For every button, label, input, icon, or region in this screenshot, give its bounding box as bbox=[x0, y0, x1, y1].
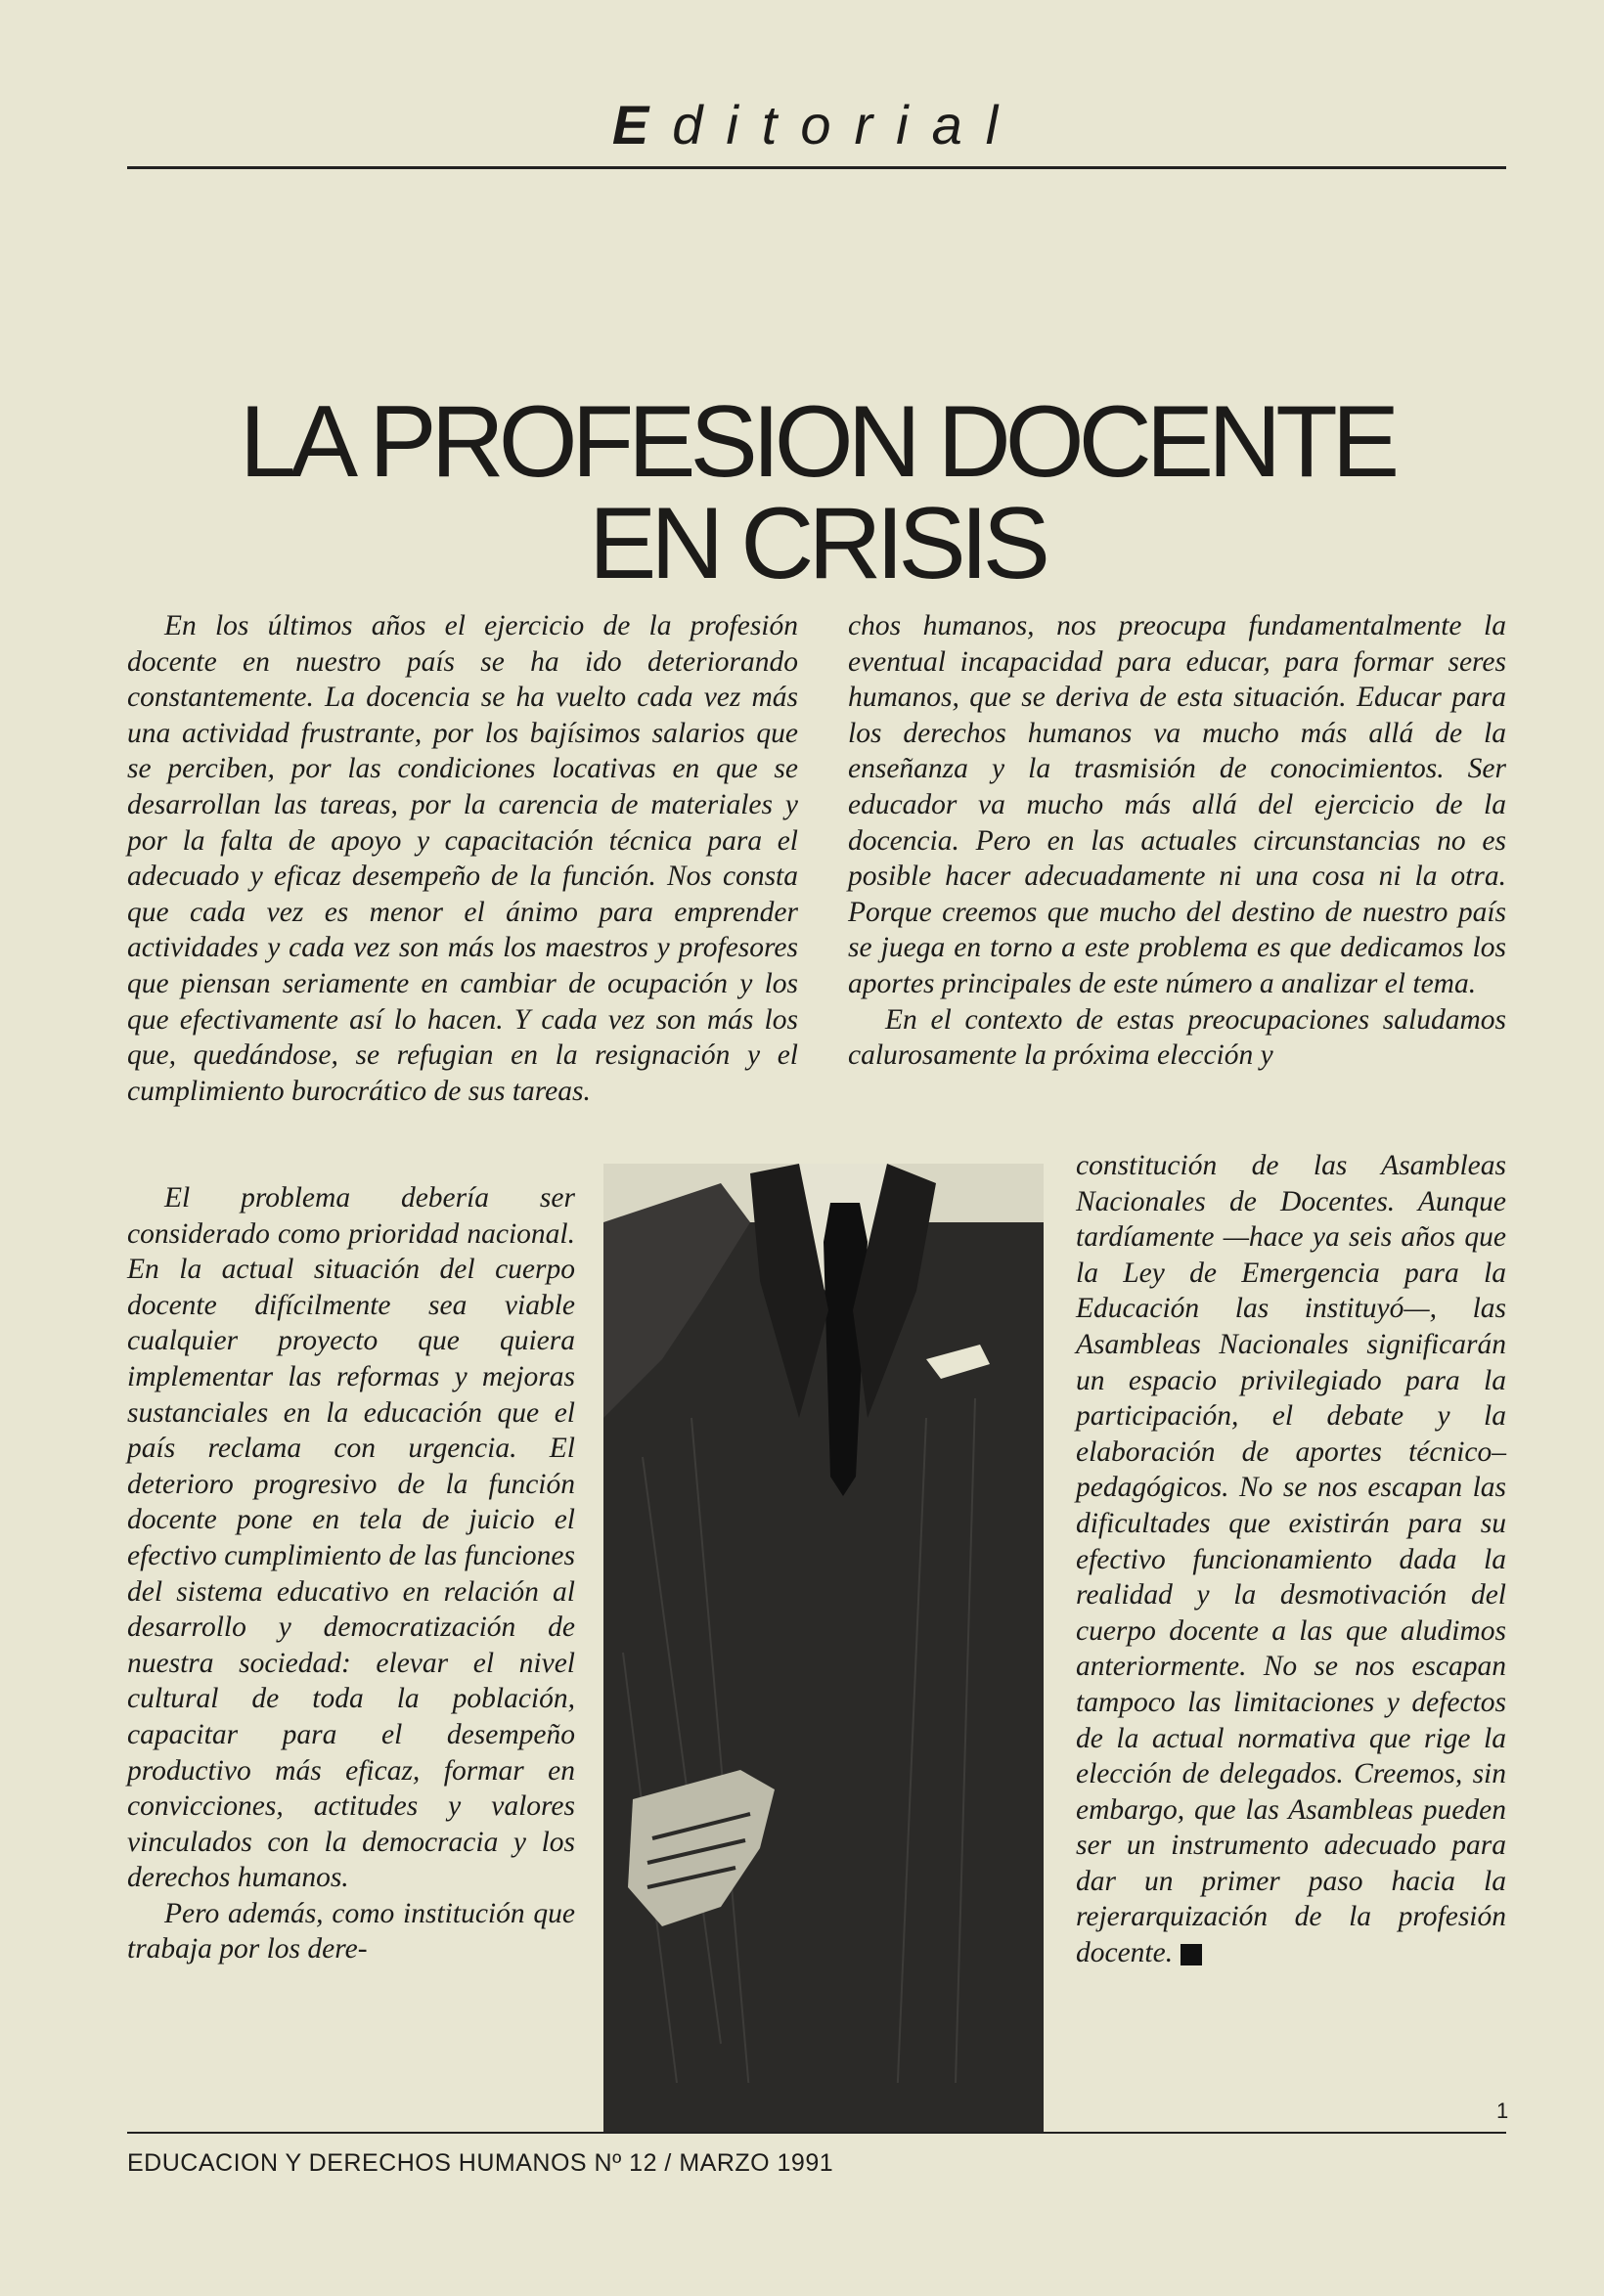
section-label bbox=[127, 93, 1506, 156]
section-label-initial: E bbox=[611, 94, 673, 155]
end-mark-icon bbox=[1181, 1944, 1202, 1965]
right-column-top bbox=[848, 608, 1506, 1074]
right-paragraph-1: chos humanos, nos preocupa fundamentalmente la eventual incapacidad para educar, para formar seres humanos, que se deriva de esta situación. Educar para los derechos humanos va mucho más allá de la enseñanza y la trasmisión de conocimientos. Ser educador va mucho más allá del ejercicio de la docencia. Pero en las actuales circunstancias no es posible hacer adecuadamente ni una cosa ni la otra. Porque creemos que mucho del destino de nuestro país se juega en torno a este problema es que dedicamos los aportes principales de este número a analizar el tema. bbox=[848, 610, 1506, 999]
left-column-top bbox=[127, 608, 798, 1109]
article-title bbox=[127, 385, 1506, 600]
suited-man-photo bbox=[603, 1164, 1044, 2132]
title-line-2: EN CRISIS bbox=[588, 487, 1046, 600]
section-label-rest: ditorial bbox=[672, 94, 1022, 155]
left-paragraph-2: El problema debería ser considerado como prioridad nacional. En la actual situación del cuerpo docente difícilmente sea viable cualquier proyecto que quiera implementar las reformas y mejoras sustanciales en la educación que el país reclama con urgencia. El deterioro progresivo de la función docente pone en tela de juicio el efectivo cumplimiento de las funciones del sistema educativo en relación al desarrollo y democratización de nuestra sociedad: elevar el nivel cultural de toda la población, capacitar para el desempeño productivo más eficaz, formar en convicciones, actitudes y valores vinculados con la democracia y los derechos humanos. bbox=[127, 1182, 575, 1894]
right-paragraph-3-text: constitución de las Asambleas Nacionales de Docentes. Aunque tardíamente —hace ya seis años que la Ley de Emergencia para la Educación las instituyó—, las Asambleas Nacionales significarán un espacio privilegiado para la participación, el debate y la elaboración de aportes técnico–pedagógicos. No se nos escapan las dificultades que existirán para su efectivo funcionamiento dada la realidad y la desmotivación del cuerpo docente a las que aludimos anteriormente. No se nos escapan tampoco las limitaciones y defectos de la actual normativa que rige la elección de delegados. Creemos, sin embargo, que las Asambleas pueden ser un instrumento adecuado para dar un primer paso hacia la rejerarquización de la profesión docente. bbox=[1076, 1150, 1506, 1969]
title-line-1: LA PROFESION DOCENTE bbox=[239, 385, 1395, 499]
right-column-narrow bbox=[1076, 1148, 1506, 1971]
right-paragraph-2: En el contexto de estas preocupaciones saludamos calurosamente la próxima elección y bbox=[848, 1003, 1506, 1072]
publication-footer: EDUCACION Y DERECHOS HUMANOS Nº 12 / MARZO 1991 bbox=[127, 2149, 834, 2177]
suited-man-illustration bbox=[603, 1164, 1044, 2132]
footer-rule bbox=[127, 2132, 1506, 2134]
page-number: 1 bbox=[1496, 2098, 1509, 2123]
left-paragraph-3: Pero además, como institución que trabaja por los dere- bbox=[127, 1897, 575, 1965]
header-rule bbox=[127, 166, 1506, 169]
left-column-narrow bbox=[127, 1180, 575, 1967]
right-paragraph-3 bbox=[1076, 1148, 1506, 1971]
left-paragraph-1: En los últimos años el ejercicio de la profesión docente en nuestro país se ha ido deteriorando constantemente. La docencia se ha vuelto cada vez más una actividad frustrante, por los bajísimos salarios que se perciben, por las condiciones locativas en que se desarrollan las tareas, por la carencia de materiales y por la falta de apoyo y capacitación técnica para el adecuado y eficaz desempeño de la función. Nos consta que cada vez es menor el ánimo para emprender actividades y cada vez son más los maestros y profesores que piensan seriamente en cambiar de ocupación y los que efectivamente así lo hacen. Y cada vez son más los que, quedándose, se refugian en la resignación y el cumplimiento burocrático de sus tareas. bbox=[127, 610, 798, 1107]
